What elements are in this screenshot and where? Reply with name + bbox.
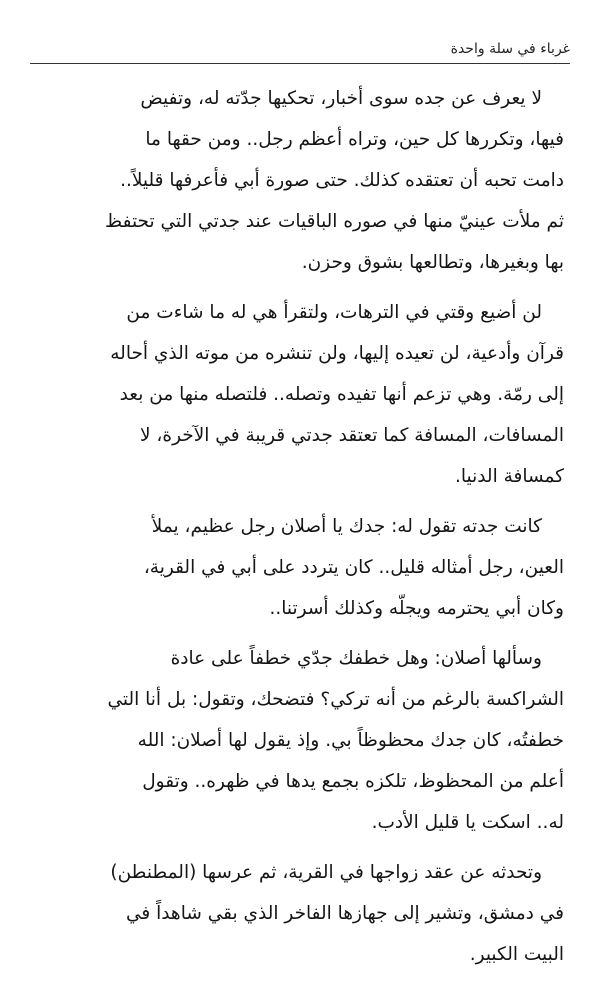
text-line: ثم ملأت عينيّ منها في صوره الباقيات عند جدتي التي تحتفظ xyxy=(105,211,564,232)
text-line: له.. اسكت يا قليل الأدب. xyxy=(371,812,564,833)
text-line: المسافات، المسافة كما تعتقد جدتي قريبة في الآخرة، لا xyxy=(140,425,564,446)
text-line: العين، رجل أمثاله قليل.. كان يتردد على أبي في القرية، xyxy=(143,557,564,578)
paragraph-2 xyxy=(36,292,564,497)
text-line: خطفتُه، كان جدك محظوظاً بي. وإذ يقول لها أصلان: الله xyxy=(137,730,564,751)
text-line: الشراكسة بالرغم من أنه تركي؟ فتضحك، وتقول: بل أنا التي xyxy=(107,689,564,710)
text-line: لا يعرف عن جده سوى أخبار، تحكيها جدّته له، وتفيض xyxy=(140,88,542,109)
text-line: في دمشق، وتشير إلى جهازها الفاخر الذي بقي شاهداً في xyxy=(125,903,564,924)
text-line: البيت الكبير. xyxy=(469,944,564,965)
text-line: وسألها أصلان: وهل خطفك جدّي خطفاً على عادة xyxy=(170,648,542,669)
text-line: قرآن وأدعية، لن تعيده إليها، ولن تنشره من موته الذي أحاله xyxy=(110,343,564,364)
text-line: وتحدثه عن عقد زواجها في القرية، ثم عرسها (المطنطن) xyxy=(110,862,542,883)
text-line: أعلم من المحظوظ، تلكزه بجمع يدها في ظهره.. وتقول xyxy=(142,771,564,792)
paragraph-1 xyxy=(36,78,564,283)
text-line: دامت تحبه أن تعتقده كذلك. حتى صورة أبي فأعرفها قليلاً.. xyxy=(120,170,564,191)
running-title: غرباء في سلة واحدة xyxy=(450,41,570,57)
paragraph-5 xyxy=(36,852,564,975)
text-line: إلى رمّة. وهي تزعم أنها تفيده وتصله.. فلتصله منها من بعد xyxy=(119,384,564,405)
text-line: لن أضيع وقتي في الترهات، ولتقرأ هي له ما شاءت من xyxy=(126,302,542,323)
paragraph-3 xyxy=(36,506,564,629)
paragraph-4 xyxy=(36,638,564,843)
body-text xyxy=(36,78,564,970)
running-header xyxy=(30,38,570,64)
header-rule xyxy=(30,63,570,64)
text-line: وكان أبي يحترمه ويجلّه وكذلك أسرتنا.. xyxy=(269,598,564,619)
text-line: كانت جدته تقول له: جدك يا أصلان رجل عظيم، يملأ xyxy=(151,516,542,537)
text-line: كمسافة الدنيا. xyxy=(454,466,564,487)
text-line: فيها، وتكررها كل حين، وتراه أعظم رجل.. ومن حقها ما xyxy=(145,129,564,150)
text-line: بها وبغيرها، وتطالعها بشوق وحزن. xyxy=(301,252,564,273)
